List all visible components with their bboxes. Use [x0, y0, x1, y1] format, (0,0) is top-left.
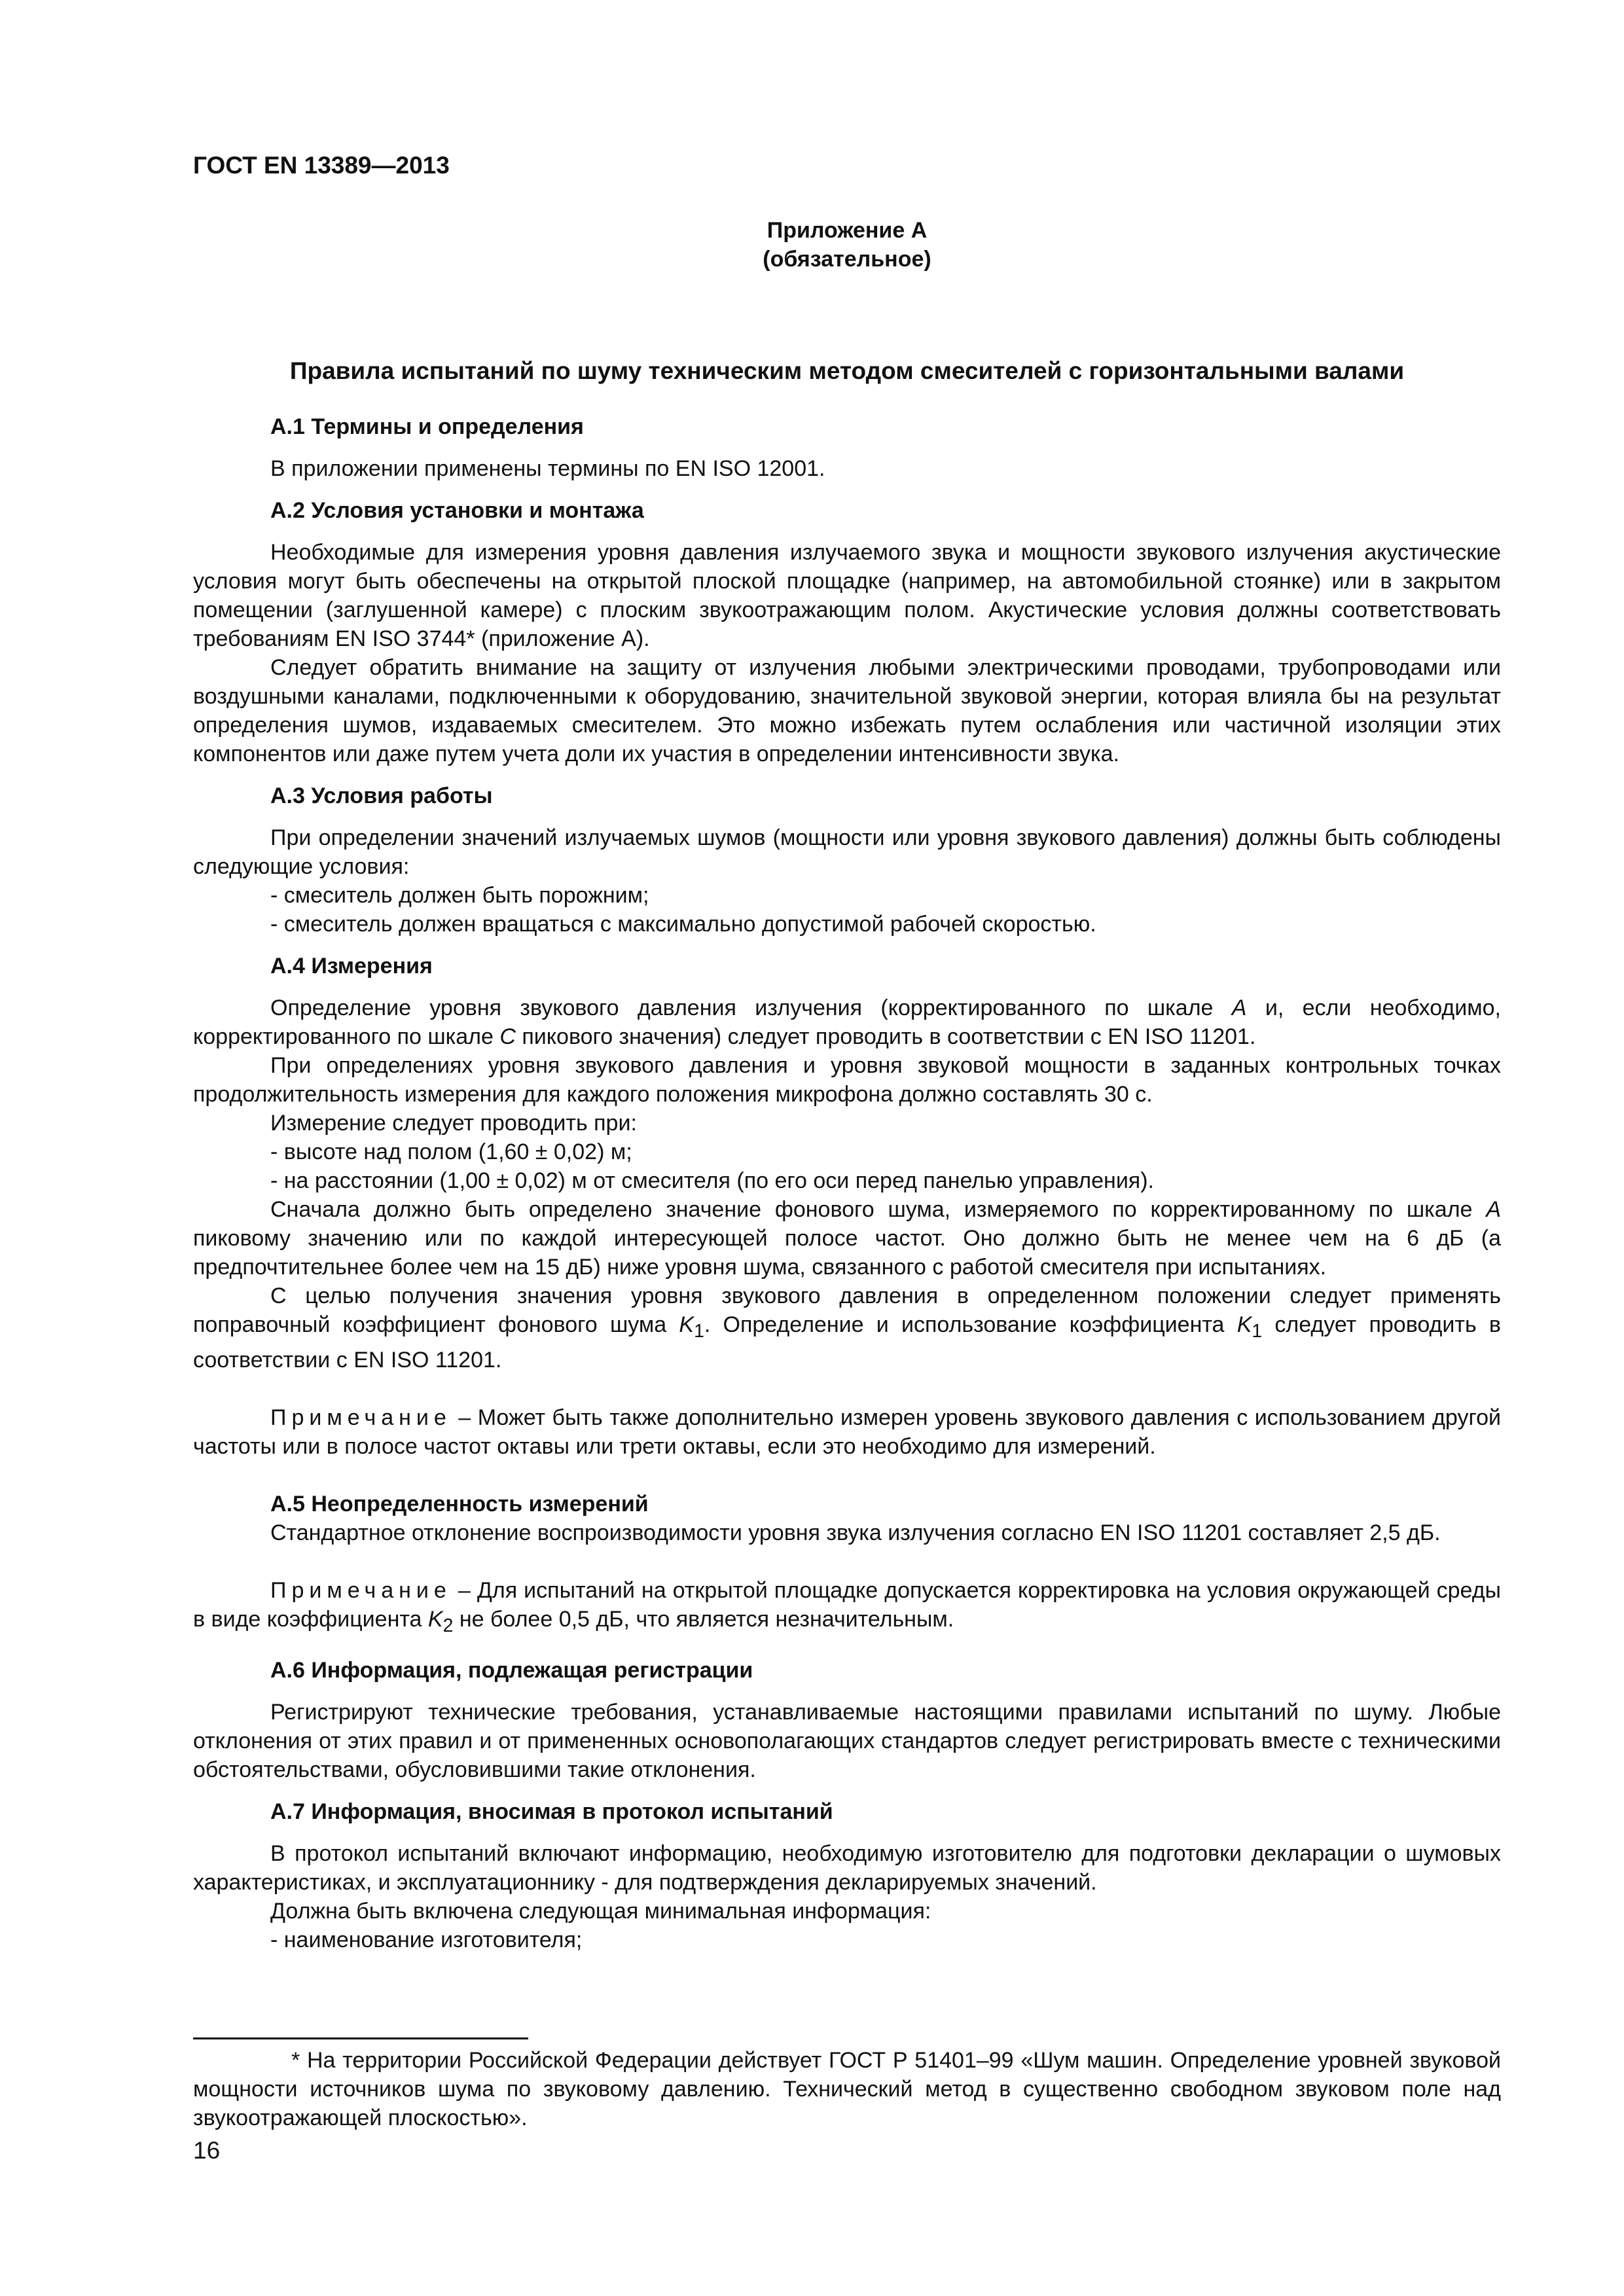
document-body	[193, 412, 1501, 1954]
section-a2-paragraph-2: Следует обратить внимание на защиту от излучения любыми электрическими проводами, трубопроводами или воздушными каналами, подключенными к оборудованию, значительной звуковой энергии, которая влияла бы на результат определения шумов, издаваемых смесителем. Это можно избежать путем ослабления или частичной изоляции этих компонентов или даже путем учета доли их участия в определении интенсивности звука.	[193, 655, 1501, 766]
section-a7-heading: А.7 Информация, вносимая в протокол испытаний	[270, 1799, 833, 1824]
document-title: Правила испытаний по шуму техническим методом смесителей с горизонтальными валами	[289, 357, 1405, 384]
annex-status: (обязательное)	[763, 247, 931, 272]
section-a6-paragraph: Регистрируют технические требования, устанавливаемые настоящими правилами испытаний по шуму. Любые отклонения от этих правил и от примененных основополагающих стандартов следует регистрировать вместе с техническими обстоятельствами, обусловившими такие отклонения.	[193, 1699, 1501, 1782]
section-a2-heading: А.2 Условия установки и монтажа	[270, 498, 644, 523]
list-item: - на расстоянии (1,00 ± 0,02) м от смесителя (по его оси перед панелью управления).	[270, 1168, 1154, 1193]
section-a7-paragraph-1: В протокол испытаний включают информацию, необходимую изготовителю для подготовки декларации о шумовых характеристиках, и эксплуатационнику - для подтверждения декларируемых значений.	[193, 1840, 1501, 1895]
section-a3-heading: А.3 Условия работы	[270, 783, 493, 808]
section-a5-heading: А.5 Неопределенность измерений	[270, 1491, 649, 1516]
section-a4-heading: А.4 Измерения	[270, 954, 433, 978]
footnote	[193, 2046, 1501, 2132]
footnote-divider	[193, 2037, 528, 2039]
list-item: - высоте над полом (1,60 ± 0,02) м;	[270, 1139, 632, 1164]
note-label: Примечание	[270, 1577, 452, 1603]
section-a2-paragraph-1: Необходимые для измерения уровня давления излучаемого звука и мощности звукового излучения акустические условия могут быть обеспечены на открытой плоской площадке (например, на автомобильной стоянке) или в закрытом помещении (заглушенной камере) с плоским звукоотражающим полом. Акустические условия должны соответствовать требованиям EN ISO 3744* (приложение А).	[193, 540, 1501, 651]
section-a4-note: Примечание – Может быть также дополнительно измерен уровень звукового давления с использованием другой частоты или в полосе частот октавы или трети октавы, если это необходимо для измерений.	[193, 1405, 1501, 1459]
section-a1-heading: А.1 Термины и определения	[270, 414, 584, 439]
note-label: Примечание	[270, 1405, 452, 1430]
page-number: 16	[193, 2137, 221, 2164]
section-a4-paragraph-5: С целью получения значения уровня звукового давления в определенном положении следует применять поправочный коэффициент фонового шума $K_1$. Определение и использование коэффициента $K_1$ следует проводить в соответствии с EN ISO 11201.	[193, 1283, 1501, 1372]
section-a3-paragraph: При определении значений излучаемых шумов (мощности или уровня звукового давления) должны быть соблюдены следующие условия:	[193, 825, 1501, 879]
list-item: - наименование изготовителя;	[270, 1927, 583, 1952]
footnote-text: * На территории Российской Федерации действует ГОСТ Р 51401–99 «Шум машин. Определение уровней звуковой мощности источников шума по звуковому давлению. Технический метод в существенно свободном звуковом поле над звукоотражающей плоскостью».	[193, 2048, 1501, 2130]
section-a5-note: Примечание – Для испытаний на открытой площадке допускается корректировка на условия окружающей среды в виде коэффициента $K_2$ не более 0,5 дБ, что является незначительным.	[193, 1577, 1501, 1636]
section-a4-paragraph-4: Сначала должно быть определено значение фонового шума, измеряемого по корректированному по шкале A пиковому значению или по каждой интересующей полосе частот. Оно должно быть не менее чем на 6 дБ (а предпочтительнее более чем на 15 дБ) ниже уровня шума, связанного с работой смесителя при испытаниях.	[193, 1197, 1501, 1280]
section-a4-paragraph-3: Измерение следует проводить при:	[270, 1111, 637, 1136]
annex-title: Приложение А	[767, 218, 928, 243]
section-a6-heading: А.6 Информация, подлежащая регистрации	[270, 1657, 753, 1683]
list-item: - смеситель должен быть порожним;	[270, 883, 649, 908]
section-a4-paragraph-1: Определение уровня звукового давления излучения (корректированного по шкале A и, если необходимо, корректированного по шкале C пикового значения) следует проводить в соответствии с EN ISO 11201.	[193, 996, 1501, 1049]
list-item: - смеситель должен вращаться с максимально допустимой рабочей скоростью.	[270, 912, 1096, 937]
section-a1-paragraph: В приложении применены термины по EN ISO 12001.	[270, 456, 825, 481]
section-a7-paragraph-2: Должна быть включена следующая минимальная информация:	[270, 1898, 931, 1924]
section-a4-paragraph-2: При определениях уровня звукового давления и уровня звуковой мощности в заданных контрольных точках продолжительность измерения для каждого положения микрофона должно составлять 30 с.	[193, 1053, 1501, 1107]
section-a5-paragraph: Стандартное отклонение воспроизводимости уровня звука излучения согласно EN ISO 11201 составляет 2,5 дБ.	[270, 1520, 1441, 1545]
document-header: ГОСТ EN 13389—2013	[193, 152, 450, 179]
